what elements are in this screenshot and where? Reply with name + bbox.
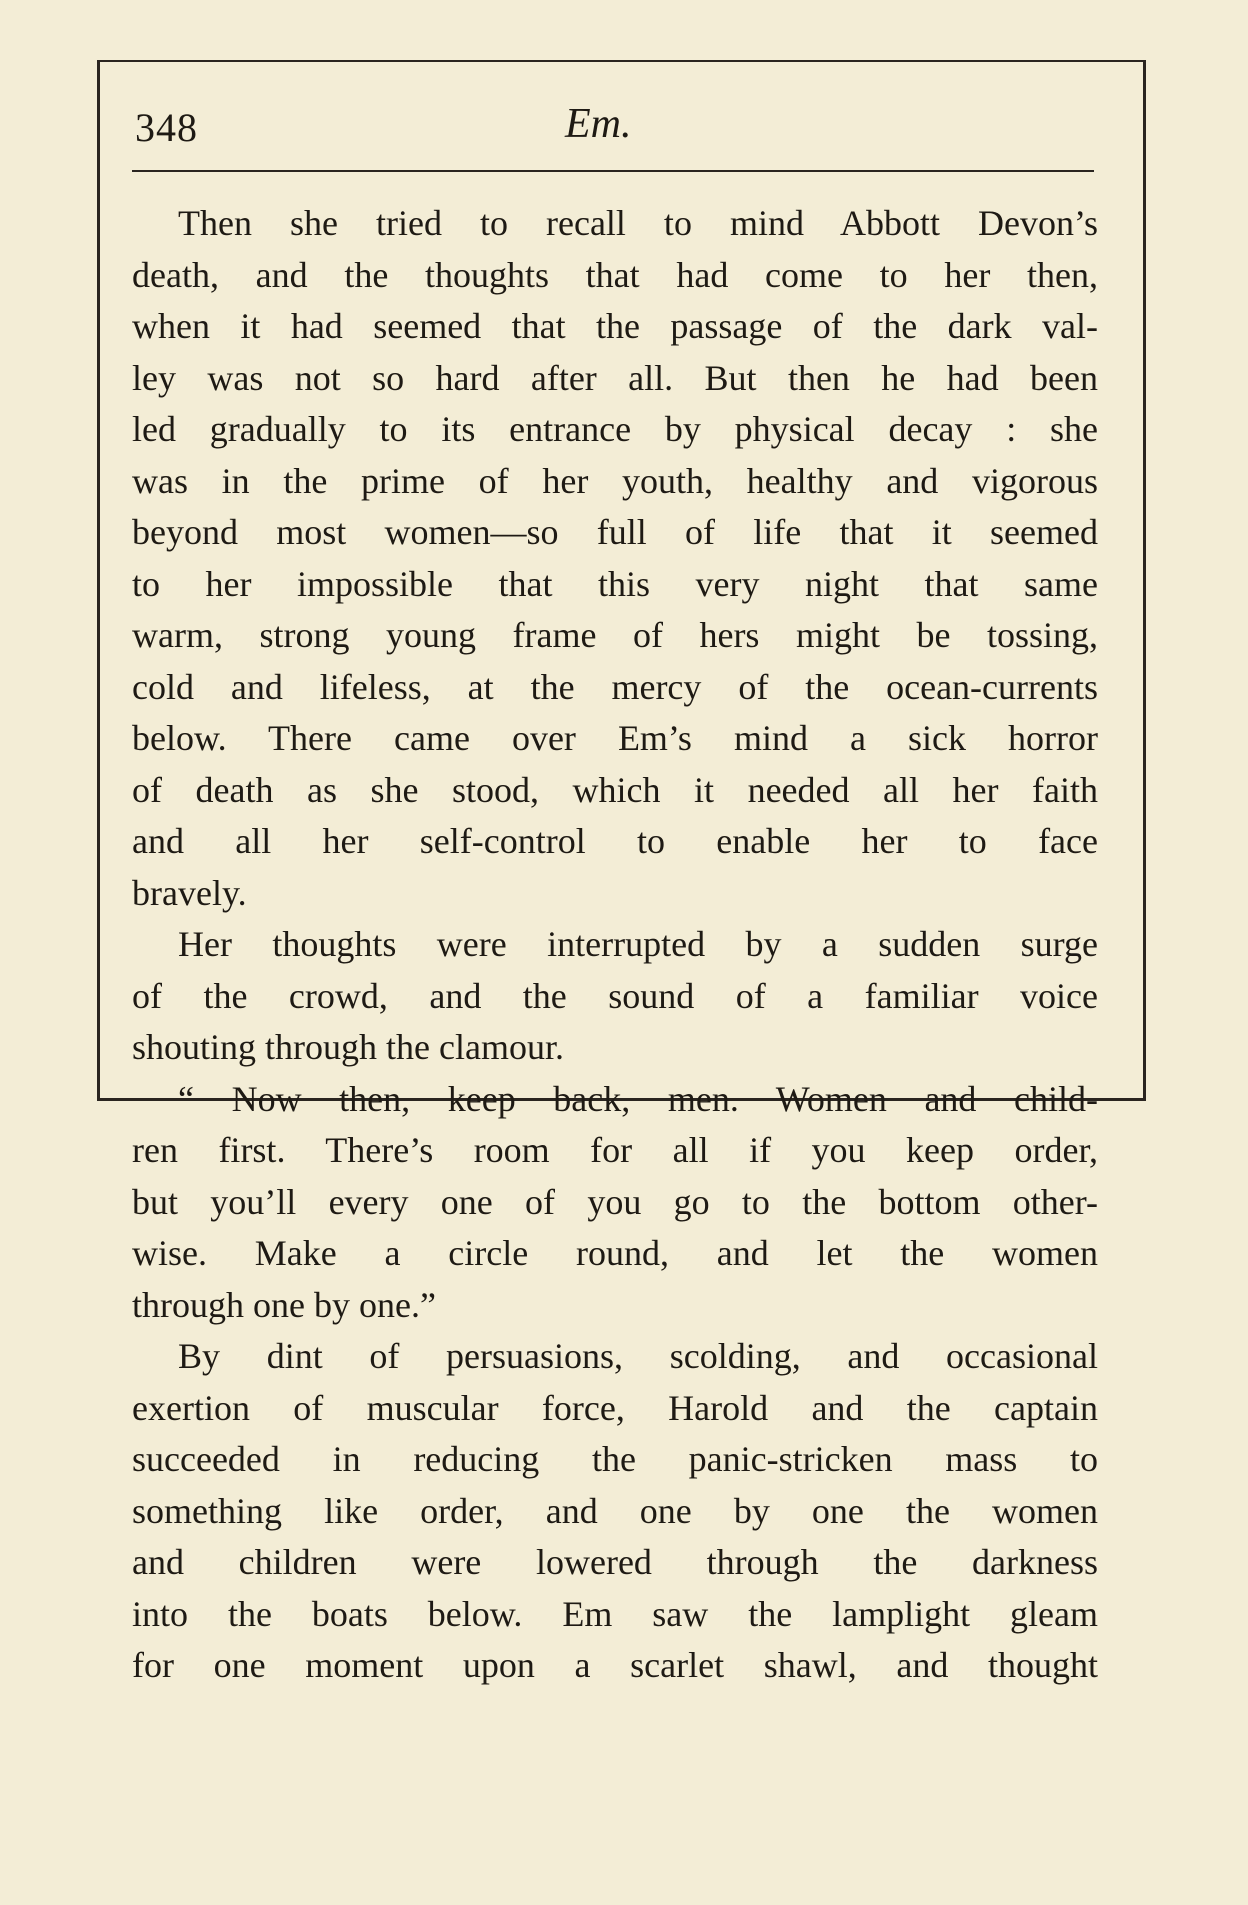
text-line: but you’ll every one of you go to the bottom other- [132,1181,1098,1222]
text-line: death, and the thoughts that had come to her then, [132,254,1098,295]
text-line: wise. Make a circle round, and let the women [132,1233,1098,1273]
text-line: of death as she stood, which it needed all her faith [132,769,1098,810]
text-line: Her thoughts were interrupted by a sudden surge [178,924,1098,964]
text-line: warm, strong young frame of hers might be tossing, [132,615,1098,655]
text-line: ley was not so hard after all. But then he had been [132,357,1098,398]
text-line: Then she tried to recall to mind Abbott Devon’s [178,203,1098,243]
text-line: through one by one.” [132,1284,436,1325]
text-line: and children were lowered through the darkness [132,1542,1098,1582]
text-line: shouting through the clamour. [132,1027,564,1067]
text-line: was in the prime of her youth, healthy and vigorous [132,460,1098,501]
text-line: “ Now then, keep back, men. Women and child- [178,1078,1098,1119]
text-line: to her impossible that this very night that same [132,563,1098,604]
text-line: exertion of muscular force, Harold and the captain [132,1387,1098,1428]
text-line: ren first. There’s room for all if you keep order, [132,1130,1098,1170]
text-line: and all her self-control to enable her to face [132,821,1098,861]
text-line: for one moment upon a scarlet shawl, and thought [132,1645,1098,1685]
text-line: into the boats below. Em saw the lamplight gleam [132,1593,1098,1634]
text-line: By dint of persuasions, scolding, and occasional [178,1336,1098,1376]
header-rule [132,170,1094,172]
text-line: succeeded in reducing the panic-stricken mass to [132,1439,1098,1479]
text-line: bravely. [132,872,247,913]
text-line: something like order, and one by one the women [132,1490,1098,1531]
text-line: led gradually to its entrance by physical decay : she [132,409,1098,449]
text-line: when it had seemed that the passage of the dark val- [132,306,1098,346]
page-header [135,100,1095,150]
text-line: of the crowd, and the sound of a familiar voice [132,975,1098,1016]
text-line: below. There came over Em’s mind a sick horror [132,718,1098,758]
page-number: 348 [135,105,198,150]
running-head: Em. [565,101,632,147]
text-line: cold and lifeless, at the mercy of the ocean-currents [132,666,1098,707]
body-text [132,198,1098,1692]
text-line: beyond most women—so full of life that it seemed [132,512,1098,552]
